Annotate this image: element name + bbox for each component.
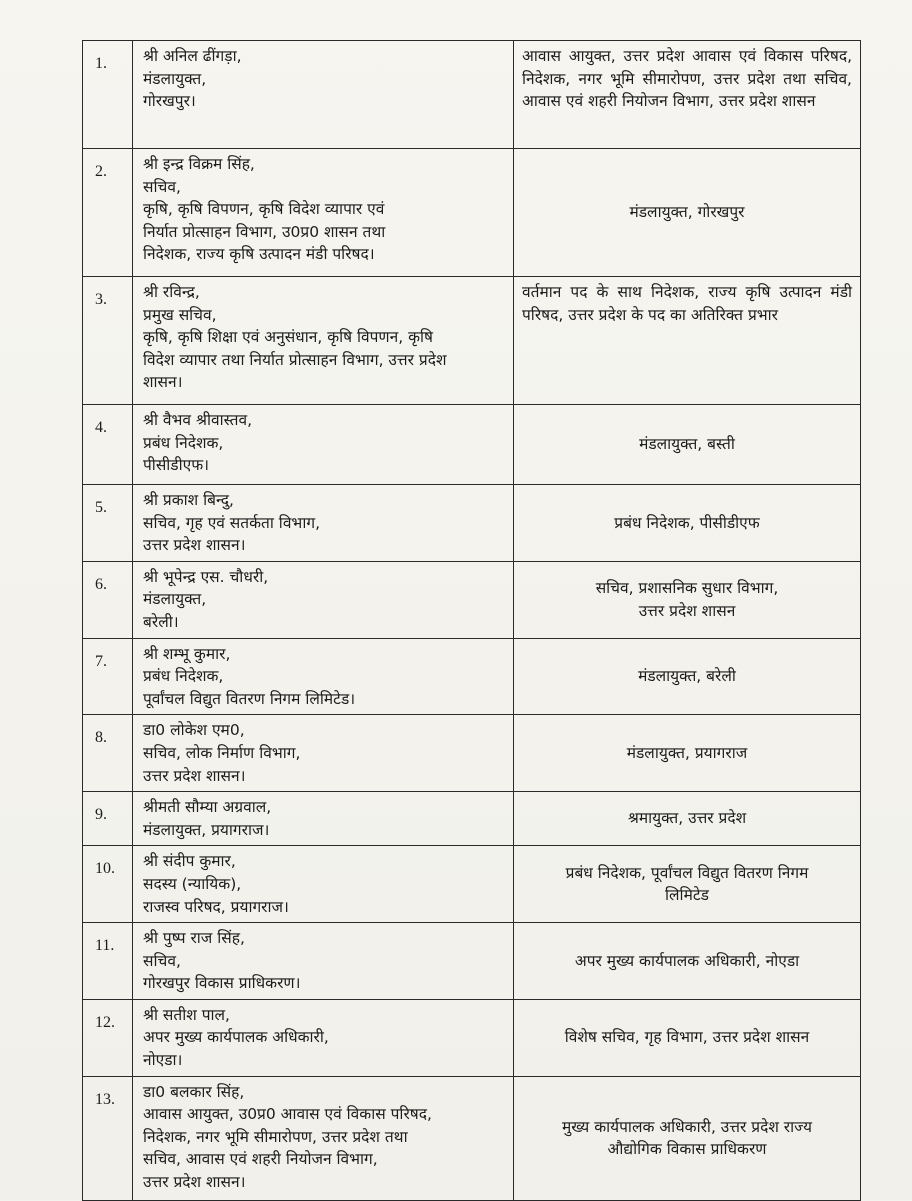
current-post-line: निदेशक, नगर भूमि सीमारोपण, उत्तर प्रदेश तथा bbox=[143, 1127, 408, 1146]
table-row bbox=[83, 149, 861, 277]
serial-number: 1. bbox=[83, 41, 133, 149]
table-row bbox=[83, 792, 861, 846]
current-post-line: शासन। bbox=[143, 373, 183, 392]
serial-number: 13. bbox=[83, 1076, 133, 1200]
officer-current-post bbox=[133, 1076, 514, 1200]
current-post-line: कृषि, कृषि शिक्षा एवं अनुसंधान, कृषि विपणन, कृषि bbox=[143, 328, 433, 347]
current-post-line: मंडलायुक्त, प्रयागराज। bbox=[143, 820, 270, 839]
current-post-line: श्री प्रकाश बिन्दु, bbox=[143, 491, 234, 509]
serial-number: 6. bbox=[83, 561, 133, 638]
officer-current-post bbox=[133, 923, 514, 1000]
current-post-line: श्री भूपेन्द्र एस. चौधरी, bbox=[143, 567, 269, 586]
table-row bbox=[83, 1076, 861, 1200]
new-posting-line: औद्योगिक विकास प्राधिकरण bbox=[607, 1140, 767, 1159]
serial-number: 4. bbox=[83, 405, 133, 485]
current-post-line: श्री शम्भू कुमार, bbox=[143, 644, 231, 663]
current-post-line: श्री अनिल ढींगड़ा, bbox=[143, 47, 242, 65]
current-post-line: डा0 बलकार सिंह, bbox=[143, 1082, 245, 1101]
serial-number: 2. bbox=[83, 149, 133, 277]
current-post-line: सचिव, bbox=[143, 951, 181, 970]
new-posting: मंडलायुक्त, प्रयागराज bbox=[514, 715, 861, 792]
serial-number: 11. bbox=[83, 923, 133, 1000]
table-row bbox=[83, 561, 861, 638]
officer-current-post bbox=[133, 715, 514, 792]
current-post-line: गोरखपुर। bbox=[143, 92, 196, 111]
current-post-line: बरेली। bbox=[143, 612, 179, 631]
new-posting: प्रबंध निदेशक, पीसीडीएफ bbox=[514, 485, 861, 562]
current-post-line: विदेश व्यापार तथा निर्यात प्रोत्साहन विभाग, उत्तर प्रदेश bbox=[143, 350, 447, 369]
table-row bbox=[83, 277, 861, 405]
current-post-line: प्रमुख सचिव, bbox=[143, 305, 217, 324]
current-post-line: मंडलायुक्त, bbox=[143, 590, 207, 609]
serial-number: 3. bbox=[83, 277, 133, 405]
new-posting-line: लिमिटेड bbox=[665, 886, 709, 905]
new-posting: विशेष सचिव, गृह विभाग, उत्तर प्रदेश शासन bbox=[514, 999, 861, 1076]
current-post-line: आवास आयुक्त, उ0प्र0 आवास एवं विकास परिषद, bbox=[143, 1105, 432, 1124]
current-post-line: मंडलायुक्त, bbox=[143, 69, 207, 88]
current-post-line: सचिव, bbox=[143, 177, 181, 196]
transfer-table bbox=[82, 40, 861, 1201]
current-post-line: पूर्वांचल विद्युत वितरण निगम लिमिटेड। bbox=[143, 689, 356, 708]
table-body bbox=[83, 41, 861, 1201]
current-post-line: श्री सतीश पाल, bbox=[143, 1005, 230, 1024]
current-post-line: श्री वैभव श्रीवास्तव, bbox=[143, 411, 253, 429]
officer-current-post bbox=[133, 41, 514, 149]
new-posting-line: प्रबंध निदेशक, पूर्वांचल विद्युत वितरण निगम bbox=[565, 863, 809, 882]
current-post-line: अपर मुख्य कार्यपालक अधिकारी, bbox=[143, 1028, 329, 1047]
current-post-line: निर्यात प्रोत्साहन विभाग, उ0प्र0 शासन तथा bbox=[143, 222, 386, 241]
table-row bbox=[83, 41, 861, 149]
current-post-line: कृषि, कृषि विपणन, कृषि विदेश व्यापार एवं bbox=[143, 200, 385, 219]
new-posting: आवास आयुक्त, उत्तर प्रदेश आवास एवं विकास परिषद, निदेशक, नगर भूमि सीमारोपण, उत्तर प्रदेश तथा सचिव, आवास एवं शहरी नियोजन विभाग, उत्तर प्रदेश शासन bbox=[514, 41, 861, 149]
current-post-line: सदस्य (न्यायिक), bbox=[143, 874, 242, 893]
serial-number: 12. bbox=[83, 999, 133, 1076]
current-post-line: सचिव, गृह एवं सतर्कता विभाग, bbox=[143, 513, 320, 532]
current-post-line: गोरखपुर विकास प्राधिकरण। bbox=[143, 974, 301, 993]
table-row bbox=[83, 999, 861, 1076]
current-post-line: उत्तर प्रदेश शासन। bbox=[143, 766, 246, 785]
new-posting: अपर मुख्य कार्यपालक अधिकारी, नोएडा bbox=[514, 923, 861, 1000]
serial-number: 10. bbox=[83, 846, 133, 923]
table-row bbox=[83, 846, 861, 923]
current-post-line: उत्तर प्रदेश शासन। bbox=[143, 536, 246, 555]
table-row bbox=[83, 485, 861, 562]
new-posting-line: मुख्य कार्यपालक अधिकारी, उत्तर प्रदेश राज्य bbox=[561, 1117, 813, 1136]
serial-number: 8. bbox=[83, 715, 133, 792]
current-post-line: प्रबंध निदेशक, bbox=[143, 433, 224, 452]
new-posting bbox=[514, 846, 861, 923]
officer-current-post bbox=[133, 999, 514, 1076]
table-row bbox=[83, 715, 861, 792]
serial-number: 7. bbox=[83, 638, 133, 715]
new-posting: श्रमायुक्त, उत्तर प्रदेश bbox=[514, 792, 861, 846]
current-post-line: निदेशक, राज्य कृषि उत्पादन मंडी परिषद। bbox=[143, 245, 375, 264]
table-row bbox=[83, 923, 861, 1000]
officer-current-post bbox=[133, 485, 514, 562]
new-posting: वर्तमान पद के साथ निदेशक, राज्य कृषि उत्पादन मंडी परिषद, उत्तर प्रदेश के पद का अतिरिक्त प्रभार bbox=[514, 277, 861, 405]
new-posting bbox=[514, 561, 861, 638]
new-posting: मंडलायुक्त, बरेली bbox=[514, 638, 861, 715]
new-posting-line: सचिव, प्रशासनिक सुधार विभाग, bbox=[595, 579, 779, 598]
current-post-line: श्री इन्द्र विक्रम सिंह, bbox=[143, 155, 255, 173]
table-row bbox=[83, 405, 861, 485]
officer-current-post bbox=[133, 638, 514, 715]
serial-number: 9. bbox=[83, 792, 133, 846]
officer-current-post bbox=[133, 277, 514, 405]
serial-number: 5. bbox=[83, 485, 133, 562]
new-posting-line: उत्तर प्रदेश शासन bbox=[638, 601, 736, 620]
officer-current-post bbox=[133, 405, 514, 485]
current-post-line: सचिव, लोक निर्माण विभाग, bbox=[143, 743, 301, 762]
table-row bbox=[83, 638, 861, 715]
new-posting: मंडलायुक्त, बस्ती bbox=[514, 405, 861, 485]
new-posting bbox=[514, 1076, 861, 1200]
new-posting: मंडलायुक्त, गोरखपुर bbox=[514, 149, 861, 277]
current-post-line: श्रीमती सौम्या अग्रवाल, bbox=[143, 798, 272, 817]
current-post-line: सचिव, आवास एवं शहरी नियोजन विभाग, bbox=[143, 1150, 378, 1169]
officer-current-post bbox=[133, 561, 514, 638]
current-post-line: श्री रविन्द्र, bbox=[143, 283, 200, 301]
current-post-line: डा0 लोकेश एम0, bbox=[143, 721, 245, 740]
officer-current-post bbox=[133, 792, 514, 846]
current-post-line: नोएडा। bbox=[143, 1051, 183, 1070]
officer-current-post bbox=[133, 149, 514, 277]
current-post-line: उत्तर प्रदेश शासन। bbox=[143, 1173, 246, 1192]
officer-current-post bbox=[133, 846, 514, 923]
current-post-line: श्री संदीप कुमार, bbox=[143, 852, 236, 871]
current-post-line: पीसीडीएफ। bbox=[143, 456, 210, 475]
current-post-line: प्रबंध निदेशक, bbox=[143, 667, 224, 686]
current-post-line: राजस्व परिषद, प्रयागराज। bbox=[143, 897, 289, 916]
current-post-line: श्री पुष्प राज सिंह, bbox=[143, 929, 245, 948]
